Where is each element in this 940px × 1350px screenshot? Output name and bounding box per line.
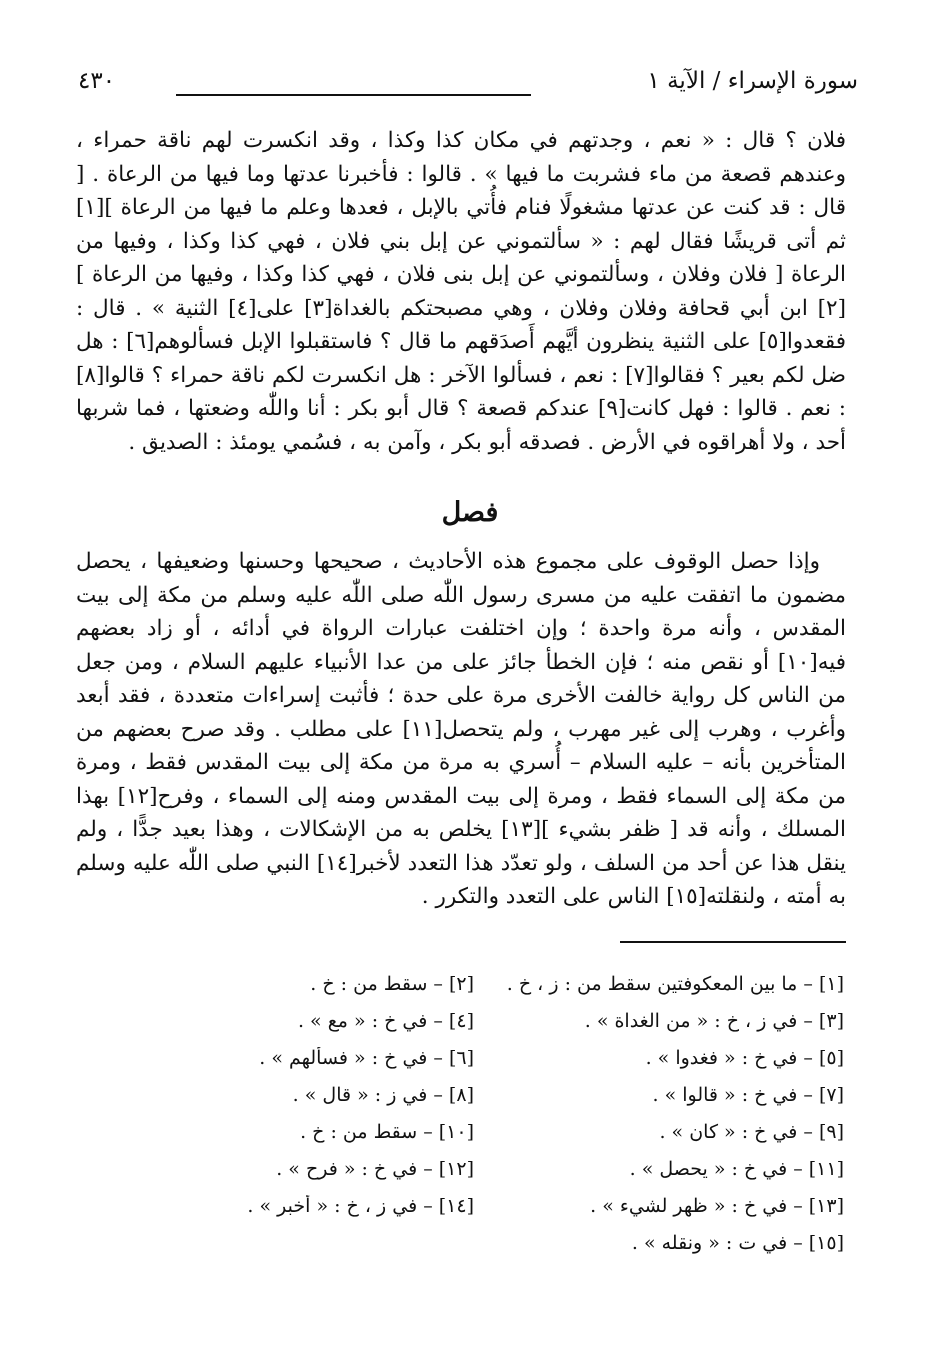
footnote-row [104, 1039, 844, 1076]
footnote-13: [١٣] – في خ : « ظهر لشيء » . [590, 1194, 844, 1217]
footnote-2: [٢] – سقط من : خ . [310, 972, 474, 995]
footnote-5: [٥] – في خ : « فغدوا » . [645, 1046, 844, 1069]
section-title: فصل [441, 497, 499, 528]
footnote-9: [٩] – في خ : « كان » . [659, 1120, 844, 1143]
footnote-row [104, 1076, 844, 1113]
footnote-8: [٨] – في ز : « قال » . [292, 1083, 474, 1106]
footnote-rule [620, 941, 846, 943]
passage-block [76, 124, 846, 459]
running-head-rule [176, 94, 531, 96]
running-head-title: سورة الإسراء / الآية ١ [647, 68, 858, 94]
section-block [76, 545, 846, 914]
footnote-15: [١٥] – في ت : « ونقله » . [631, 1231, 844, 1254]
footnote-7: [٧] – في خ : « قالوا » . [652, 1083, 844, 1106]
footnote-11: [١١] – في خ : « يحصل » . [629, 1157, 844, 1180]
footnote-6: [٦] – في خ : « فسألهم » . [259, 1046, 474, 1069]
footnote-14: [١٤] – في ز ، خ : « أخبر » . [247, 1194, 474, 1217]
footnote-3: [٣] – في ز ، خ : « من الغداة » . [584, 1009, 844, 1032]
footnote-12: [١٢] – في خ : « فرح » . [276, 1157, 474, 1180]
footnote-row [104, 1187, 844, 1224]
page-number: ٤٣٠ [78, 68, 116, 94]
footnotes [104, 965, 844, 1261]
passage-text: فلان ؟ قال : « نعم ، وجدتهم في مكان كذا وكذا ، وقد انكسرت لهم ناقة حمراء ، وعندهم قصعة من ماء فشربت ما فيها » . قالوا : فأخبرنا عدتها وما فيها من الرعاة . [ قال : قد كنت عن عدتها مشغولًا فنام فأُتي بالإبل ، فعدها وعلم ما فيها من الرعاة ][١] ثم أتى قريشًا فقال لهم : « سألتموني عن إبل بني فلان ، فهي كذا وكذا ، وفيها من الرعاة [ فلان وفلان ، وسألتموني عن إبل بنى فلان ، فهي كذا وكذا ، وفيها من الرعاة ][٢] ابن أبي قحافة وفلان وفلان ، وهي مصبحتكم بالغداة[٣] على[٤] الثنية » . قال : فقعدوا[٥] على الثنية ينظرون أيَّهم أَصدَقهم ما قال ؟ فاستقبلوا الإبل فسألوهم[٦] : هل ضل لكم بعير ؟ فقالوا[٧] : نعم ، فسألوا الآخر : هل انكسرت لكم ناقة حمراء ؟ قالوا[٨] : نعم . قالوا : فهل كانت[٩] عندكم قصعة ؟ قال أبو بكر : أنا واللّٰه وضعتها ، فما شربها أحد ، ولا أهراقوه في الأرض . فصدقه أبو بكر ، وآمن به ، فسُمي يومئذ : الصديق . [76, 128, 846, 455]
footnote-1: [١] – ما بين المعكوفتين سقط من : ز ، خ . [506, 972, 844, 995]
section-text: وإذا حصل الوقوف على مجموع هذه الأحاديث ، صحيحها وحسنها وضعيفها ، يحصل مضمون ما اتفقت عليه من مسرى رسول اللّٰه صلى اللّٰه عليه وسلم من مكة إلى بيت المقدس ، وأنه مرة واحدة ؛ وإن اختلفت عبارات الرواة في أدائه ، أو زاد بعضهم فيه[١٠] أو نقص منه ؛ فإن الخطأ جائز على من عدا الأنبياء عليهم السلام ، ومن جعل من الناس كل رواية خالفت الأخرى مرة على حدة ؛ فأثبت إسراءات متعددة ، فقد أبعد وأغرب ، وهرب إلى غير مهرب ، ولم يتحصل[١١] على مطلب . وقد صرح بعضهم من المتأخرين بأنه – عليه السلام – أُسري به مرة من مكة إلى بيت المقدس فقط ، ومرة من مكة إلى السماء فقط ، ومرة إلى بيت المقدس ومنه إلى السماء ، وفرح[١٢] بهذا المسلك ، وأنه قد [ ظفر بشيء ][١٣] يخلص به من الإشكالات ، وهذا بعيد جدًّا ، ولم ينقل هذا عن أحد من السلف ، ولو تعدّد هذا التعدد لأخبر[١٤] النبي صلى اللّٰه عليه وسلم به أمته ، ولنقلته[١٥] الناس على التعدد والتكرر . [76, 549, 847, 909]
footnote-row [104, 1002, 844, 1039]
footnote-row [104, 1224, 844, 1261]
footnote-4: [٤] – في خ : « مع » . [297, 1009, 474, 1032]
footnote-10: [١٠] – سقط من : خ . [300, 1120, 474, 1143]
running-head [78, 66, 858, 106]
footnote-row [104, 1150, 844, 1187]
footnote-row [104, 1113, 844, 1150]
footnote-row [104, 965, 844, 1002]
